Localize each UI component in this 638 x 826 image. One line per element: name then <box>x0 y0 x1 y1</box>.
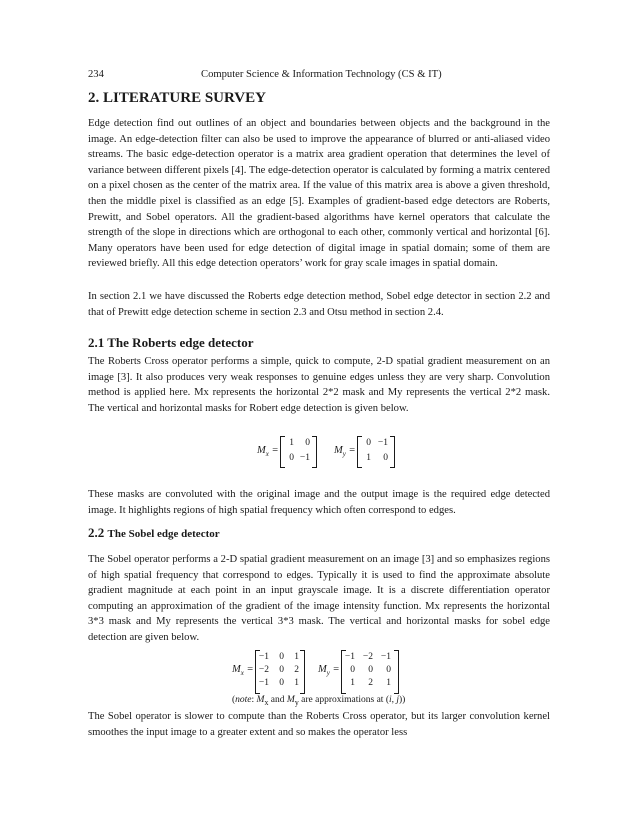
matrix-cell: 0 <box>386 665 391 675</box>
matrix-cell: −1 <box>380 652 391 662</box>
matrix-cell: 0 <box>279 678 284 688</box>
matrix-cell: 0 <box>383 453 388 463</box>
matrix-cell: 0 <box>289 453 294 463</box>
matrix-cell: 2 <box>368 678 373 688</box>
matrix-cell: −1 <box>299 453 310 463</box>
matrix-cell: 1 <box>294 678 299 688</box>
matrix-cell: 0 <box>279 652 284 662</box>
sobel-mx-label: $M_x$ = <box>232 664 254 678</box>
matrix-cell: −1 <box>377 438 388 448</box>
matrix-cell: 1 <box>350 678 355 688</box>
sobel-subsection-number: 2.2 <box>88 525 105 540</box>
overview-paragraph: In section 2.1 we have discussed the Roberts edge detection method, Sobel edge detector in section 2.2 and that of Prewitt edge detection scheme in section 2.3 and Otsu method in section 2.4. <box>88 291 550 318</box>
matrix-cell: −1 <box>258 678 269 688</box>
matrix-cell: 0 <box>350 665 355 675</box>
matrix-note: (note: $M_x$ and $M_y$ are approximations at (i, j)) <box>232 695 406 707</box>
matrix-cell: 1 <box>366 453 371 463</box>
matrix-cell: 2 <box>294 665 299 675</box>
intro-paragraph: Edge detection find out outlines of an object and boundaries between objects and the background in the image. An edge-detection filter can also be used to improve the appearance of blurred or anti-aliased video streams. The basic edge-detection operator is a matrix area gradient operation that determines the level of variance between different pixels [4]. The edge-detection operator is calculated by forming a matrix centered on a pixel chosen as the center of the matrix area. If the value of this matrix area is above a given threshold, then the middle pixel is classified as an edge [5]. Examples of gradient-based edge detectors are Roberts, Prewitt, and Sobel operators. All the gradient-based algorithms have kernel operators that calculate the strength of the slope in directions which are orthogonal to each other, commonly vertical and horizontal [6]. Many operators have been used for edge detection of digital image in spatial domain; some of them are reviewed briefly. All this edge detection operators’ work for gray scale images in spatial domain. <box>88 118 550 270</box>
matrix-cell: −2 <box>258 665 269 675</box>
matrix-cell: 1 <box>289 438 294 448</box>
matrix-bracket-right <box>390 436 395 468</box>
roberts-mx-label: $M_x$ = <box>257 445 279 459</box>
page-number: 234 <box>88 69 104 80</box>
matrix-bracket-right <box>394 650 399 694</box>
matrix-bracket-right <box>300 650 305 694</box>
sobel-subsection-heading <box>88 525 220 542</box>
matrix-bracket-right <box>312 436 317 468</box>
matrix-cell: 0 <box>366 438 371 448</box>
matrix-cell: −1 <box>344 652 355 662</box>
section-heading: 2. LITERATURE SURVEY <box>88 90 266 106</box>
sobel-subsection-title: The Sobel edge detector <box>107 528 220 540</box>
matrix-cell: −1 <box>258 652 269 662</box>
matrix-cell: 0 <box>305 438 310 448</box>
roberts-my-label: $M_y$ = <box>334 445 356 459</box>
sobel-after-paragraph: The Sobel operator is slower to compute than the Roberts Cross operator, but its larger convolution kernel smoothes the input image to a greater extent and so makes the operator less <box>88 711 550 738</box>
matrix-cell: 0 <box>279 665 284 675</box>
matrix-cell: 0 <box>368 665 373 675</box>
sobel-paragraph: The Sobel operator performs a 2-D spatial gradient measurement on an image [3] and so emphasizes regions of high spatial frequency that correspond to edges. Typically it is used to find the approximate absolute gradient magnitude at each point in an input grayscale image. It is a discrete differentiation operator computing an approximation of the gradient of the image intensity function. Mx represents the horizontal 3*3 mask and My represents the vertical 3*3 mask. The vertical and horizontal masks for sobel edge detection are given below. <box>88 554 550 643</box>
journal-title: Computer Science & Information Technology (CS & IT) <box>201 69 442 80</box>
roberts-subsection-heading: 2.1 The Roberts edge detector <box>88 335 254 350</box>
matrix-cell: −2 <box>362 652 373 662</box>
roberts-paragraph: The Roberts Cross operator performs a simple, quick to compute, 2-D spatial gradient measurement on an image [3]. It also produces very weak responses to genuine edges unless they are very sharp. Convolution method is applied here. Mx represents the horizontal 2*2 mask and My represents the vertical 2*2 mask. The vertical and horizontal masks for Robert edge detection is given below. <box>88 356 550 414</box>
roberts-after-paragraph: These masks are convoluted with the original image and the output image is the required edge detected image. It highlights regions of high spatial frequency which often correspond to edges. <box>88 489 550 516</box>
matrix-cell: 1 <box>386 678 391 688</box>
matrix-cell: 1 <box>294 652 299 662</box>
sobel-my-label: $M_y$ = <box>318 664 340 678</box>
